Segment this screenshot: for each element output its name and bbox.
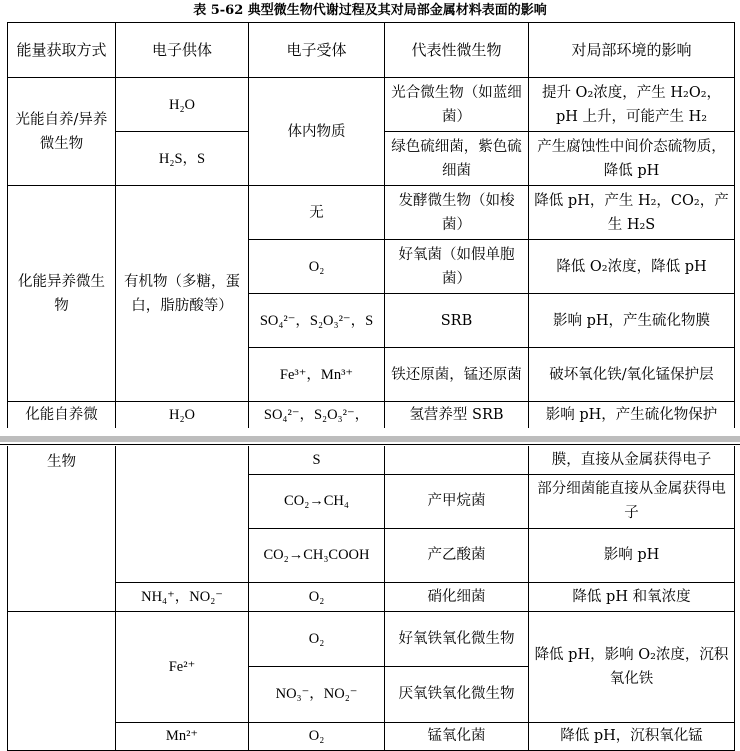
microbe-cell: SRB [385, 294, 529, 348]
table-row [8, 446, 735, 474]
microbe-cell: 产乙酸菌 [385, 528, 529, 582]
donor-cell: Mn²⁺ [116, 722, 249, 750]
acceptor-cell: O₂ [249, 722, 385, 750]
effect-cell: 提升 O₂浓度，产生 H₂O₂，pH 上升，可能产生 H₂ [529, 78, 735, 132]
header-electron-donor: 电子供体 [116, 23, 249, 78]
acceptor-cell: O₂ [249, 611, 385, 666]
effect-cell: 部分细菌能直接从金属获得电子 [529, 474, 735, 528]
table-row [8, 186, 735, 240]
donor-cell [116, 446, 249, 582]
table-row [8, 582, 735, 611]
acceptor-cell: CO₂→CH₃COOH [249, 528, 385, 582]
microbe-cell [385, 446, 529, 474]
donor-cell: H₂O [116, 78, 249, 132]
page-break-separator [0, 436, 740, 442]
microbe-cell: 产甲烷菌 [385, 474, 529, 528]
microbe-cell: 铁还原菌，锰还原菌 [385, 348, 529, 402]
header-microbe: 代表性微生物 [385, 23, 529, 78]
energy-mode-cell: 化能自养微 [8, 402, 116, 428]
microbe-cell: 光合微生物（如蓝细菌） [385, 78, 529, 132]
energy-mode-cell: 化能异养微生物 [8, 186, 116, 402]
microbe-cell: 绿色硫细菌，紫色硫细菌 [385, 132, 529, 186]
acceptor-cell: O₂ [249, 582, 385, 611]
table-row [8, 402, 735, 428]
effect-cell: 影响 pH [529, 528, 735, 582]
acceptor-cell: 无 [249, 186, 385, 240]
donor-cell: NH₄⁺，NO₂⁻ [116, 582, 249, 611]
effect-cell: 膜，直接从金属获得电子 [529, 446, 735, 474]
page-break-line [0, 444, 740, 445]
microbe-cell: 厌氧铁氧化微生物 [385, 666, 529, 722]
header-effect: 对局部环境的影响 [529, 23, 735, 78]
acceptor-cell: O₂ [249, 240, 385, 294]
microbe-cell: 氢营养型 SRB [385, 402, 529, 428]
header-energy-mode: 能量获取方式 [8, 23, 116, 78]
microbe-cell: 锰氧化菌 [385, 722, 529, 750]
donor-cell: H₂S，S [116, 132, 249, 186]
effect-cell: 影响 pH，产生硫化物保护 [529, 402, 735, 428]
microbe-cell: 发酵微生物（如梭菌） [385, 186, 529, 240]
energy-mode-cell: 生物 [8, 446, 116, 611]
acceptor-cell: NO₃⁻，NO₂⁻ [249, 666, 385, 722]
donor-cell: Fe²⁺ [116, 611, 249, 722]
acceptor-cell: SO₄²⁻，S₂O₃²⁻，S [249, 294, 385, 348]
acceptor-cell: S [249, 446, 385, 474]
acceptor-cell: SO₄²⁻，S₂O₃²⁻， [249, 402, 385, 428]
header-row [8, 23, 735, 78]
effect-cell: 降低 pH，沉积氧化锰 [529, 722, 735, 750]
data-table-bottom [7, 446, 735, 751]
table-row [8, 78, 735, 132]
acceptor-cell: Fe³⁺，Mn³⁺ [249, 348, 385, 402]
table-row [8, 611, 735, 666]
header-electron-acceptor: 电子受体 [249, 23, 385, 78]
effect-cell: 影响 pH，产生硫化物膜 [529, 294, 735, 348]
effect-cell: 降低 O₂浓度，降低 pH [529, 240, 735, 294]
acceptor-cell: 体内物质 [249, 78, 385, 186]
energy-mode-cell [8, 611, 116, 750]
effect-cell: 降低 pH 和氧浓度 [529, 582, 735, 611]
donor-cell: H₂O [116, 402, 249, 428]
effect-cell: 降低 pH，产生 H₂，CO₂，产生 H₂S [529, 186, 735, 240]
effect-cell: 降低 pH，影响 O₂浓度，沉积氧化铁 [529, 611, 735, 722]
donor-cell: 有机物（多糖，蛋白，脂肪酸等） [116, 186, 249, 402]
effect-cell: 产生腐蚀性中间价态硫物质，降低 pH [529, 132, 735, 186]
effect-cell: 破坏氧化铁/氧化锰保护层 [529, 348, 735, 402]
energy-mode-cell: 光能自养/异养微生物 [8, 78, 116, 186]
microbe-cell: 硝化细菌 [385, 582, 529, 611]
table-row [8, 722, 735, 750]
acceptor-cell: CO₂→CH₄ [249, 474, 385, 528]
microbe-cell: 好氧铁氧化微生物 [385, 611, 529, 666]
data-table-top [7, 22, 735, 428]
table-caption: 表 5-62 典型微生物代谢过程及其对局部金属材料表面的影响 [193, 3, 547, 18]
microbe-cell: 好氧菌（如假单胞菌） [385, 240, 529, 294]
